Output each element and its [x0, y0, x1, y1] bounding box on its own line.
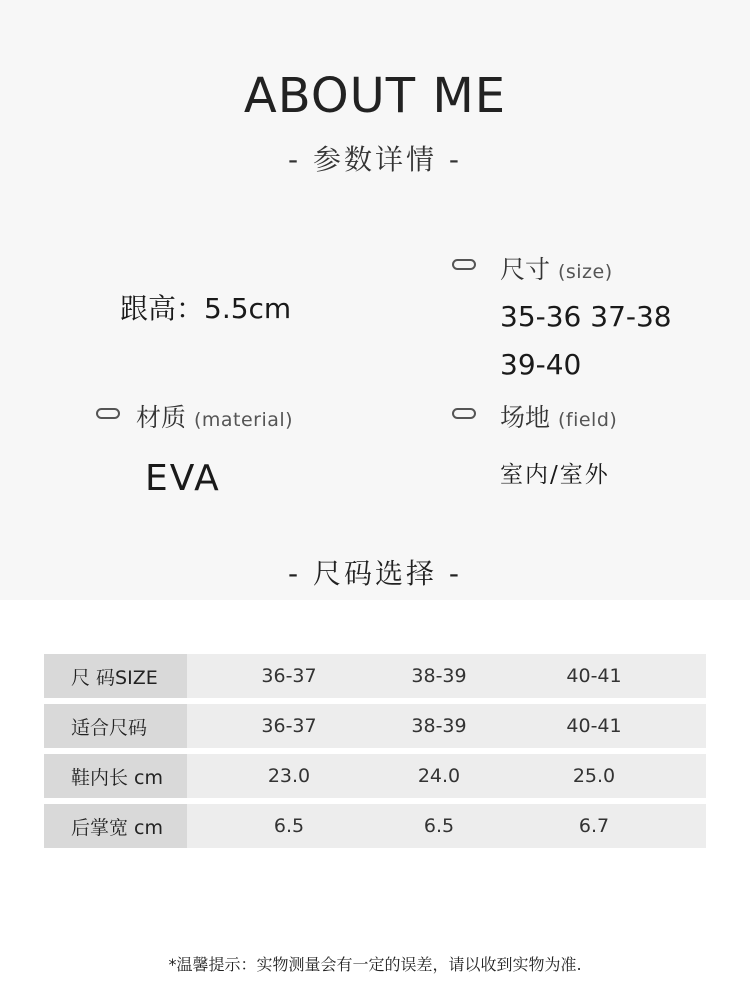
row-header: 尺 码SIZE [44, 654, 187, 698]
pill-icon [452, 408, 476, 419]
table-cell: 6.7 [578, 815, 610, 837]
heel-height-value: 跟高：5.5cm [120, 292, 292, 325]
field-label [500, 398, 617, 434]
table-row [44, 804, 706, 848]
table-cell: 40-41 [566, 715, 622, 737]
table-cell: 38-39 [411, 715, 467, 737]
table-cell: 38-39 [411, 665, 467, 687]
table-cell: 36-37 [261, 665, 317, 687]
size-label-text: 尺寸 [500, 255, 551, 284]
table-cell: 24.0 [417, 765, 461, 787]
size-label [500, 250, 613, 286]
size-label-en: (size) [557, 261, 613, 283]
table-cell: 25.0 [572, 765, 616, 787]
field-value: 室内/室外 [500, 462, 610, 488]
table-row [44, 654, 706, 698]
table-row [44, 704, 706, 748]
size-section-title: - 尺码选择 - [287, 557, 462, 590]
material-label [136, 398, 293, 434]
size-value-line1: 35-36 37-38 [500, 300, 672, 333]
field-label-text: 场地 [500, 403, 551, 432]
page-title: ABOUT ME [243, 68, 507, 124]
row-header: 鞋内长 cm [44, 754, 187, 798]
table-cell: 6.5 [423, 815, 455, 837]
size-table [44, 654, 706, 854]
table-cell: 40-41 [566, 665, 622, 687]
page-subtitle: - 参数详情 - [287, 143, 462, 176]
row-header: 后掌宽 cm [44, 804, 187, 848]
footer-note: *温馨提示：实物测量会有一定的误差，请以收到实物为准. [168, 955, 582, 974]
table-cell: 23.0 [267, 765, 311, 787]
table-row [44, 754, 706, 798]
pill-icon [96, 408, 120, 419]
field-label-en: (field) [557, 409, 618, 431]
size-value-line2: 39-40 [500, 348, 582, 381]
table-cell: 6.5 [273, 815, 305, 837]
material-value: EVA [145, 458, 221, 499]
table-cell: 36-37 [261, 715, 317, 737]
material-label-en: (material) [193, 409, 294, 431]
pill-icon [452, 259, 476, 270]
row-header: 适合尺码 [44, 704, 187, 748]
material-label-text: 材质 [136, 403, 187, 432]
